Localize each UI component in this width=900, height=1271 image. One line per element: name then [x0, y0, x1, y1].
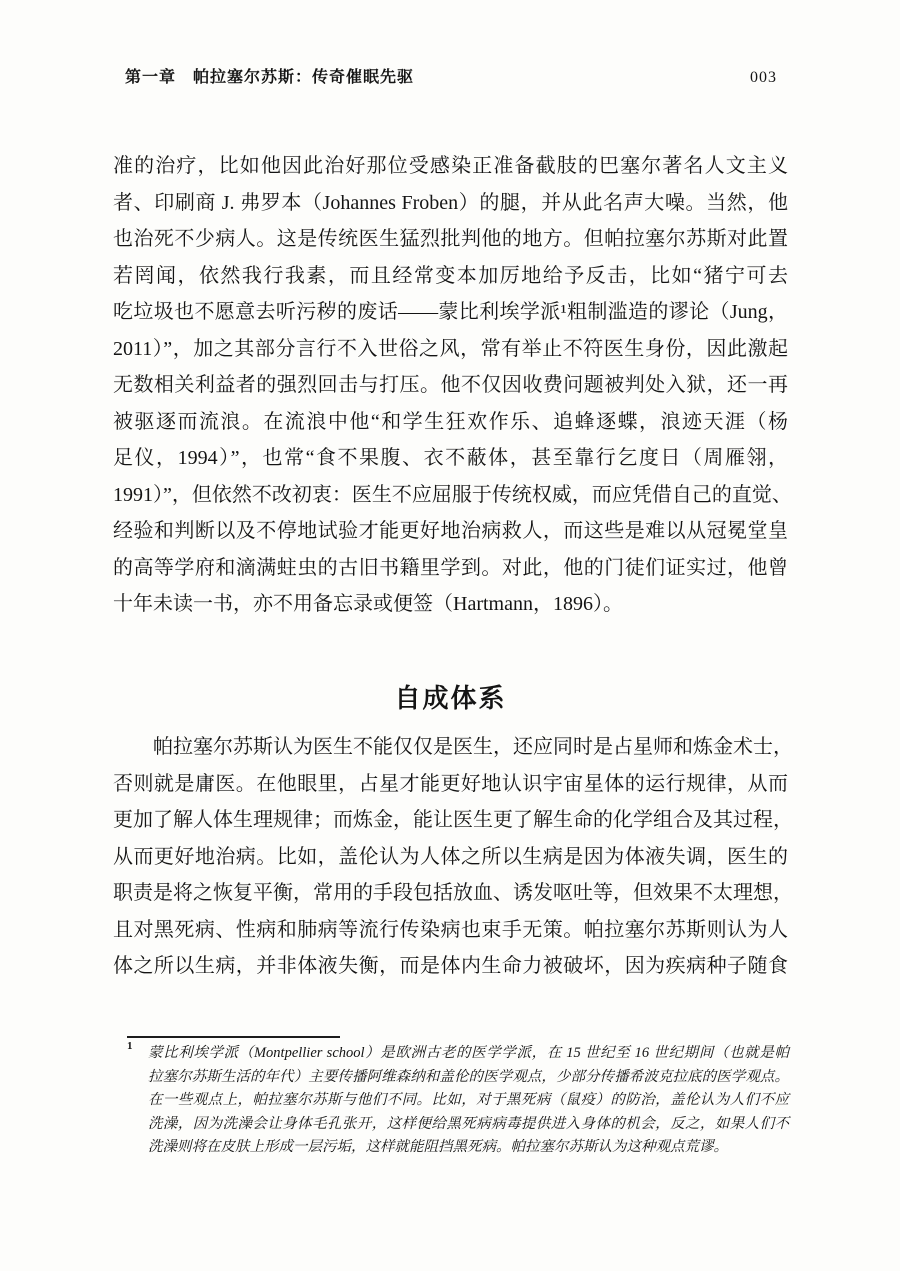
body-line: 1991）”，但依然不改初衷：医生不应屈服于传统权威，而应凭借自己的直觉、 [113, 483, 792, 506]
body-line: 的高等学府和滴满蛀虫的古旧书籍里学到。对此，他的门徒们证实过，他曾 [113, 556, 788, 579]
chapter-title: 第一章 帕拉塞尔苏斯：传奇催眠先驱 [125, 69, 415, 86]
body-line: 十年未读一书，亦不用备忘录或便签（Hartmann，1896）。 [113, 593, 623, 615]
body-line: 也治死不少病人。这是传统医生猛烈批判他的地方。但帕拉塞尔苏斯对此置 [113, 228, 788, 250]
body-line: 准的治疗，比如他因此治好那位受感染正准备截肢的巴塞尔著名人文主义 [113, 155, 788, 177]
body-line: 否则就是庸医。在他眼里，占星才能更好地认识宇宙星体的运行规律，从而 [113, 772, 788, 795]
body-line: 经验和判断以及不停地试验才能更好地治病救人，而这些是难以从冠冕堂皇 [113, 520, 788, 542]
body-line: 职责是将之恢复平衡，常用的手段包括放血、诱发呕吐等，但效果不太理想， [113, 882, 793, 904]
footnote-line: 在一些观点上，帕拉塞尔苏斯与他们不同。比如，对于黑死病（鼠疫）的防治，盖伦认为人们不应 [148, 1092, 789, 1108]
footnote-line: 洗澡则将在皮肤上形成一层污垢，这样就能阻挡黑死病。帕拉塞尔苏斯认为这种观点荒谬。 [148, 1139, 728, 1155]
footnote-body [127, 1042, 789, 1160]
footnote-line: 蒙比利埃学派（Montpellier school）是欧洲古老的医学学派，在 15 世纪至 16 世纪期间（也就是帕 [148, 1045, 789, 1061]
body-line: 者、印刷商 J. 弗罗本（Johannes Froben）的腿，并从此名声大噪。当然，他 [113, 191, 788, 214]
body-line: 2011）”，加之其部分言行不入世俗之风，常有举止不符医生身份，因此激起 [113, 337, 788, 360]
footnote-line: 洗澡，因为洗澡会让身体毛孔张开，这样便给黑死病病毒提供进入身体的机会，反之，如果人们不 [148, 1115, 789, 1132]
body-line: 足仪，1994）”，也常“食不果腹、衣不蔽体，甚至靠行乞度日（周雁翎， [113, 447, 788, 469]
body-line-with-footnote-ref: 吃垃圾也不愿意去听污秽的废话——蒙比利埃学派¹粗制滥造的谬论（Jung， [113, 301, 788, 323]
footnote [127, 1042, 789, 1160]
page-number: 003 [750, 69, 777, 86]
body-line: 且对黑死病、性病和肺病等流行传染病也束手无策。帕拉塞尔苏斯则认为人 [113, 918, 788, 941]
section-heading: 自成体系 [394, 682, 507, 713]
body-line: 被驱逐而流浪。在流浪中他“和学生狂欢作乐、追蜂逐蝶，浪迹天涯（杨 [113, 410, 788, 433]
paragraph-continuation [113, 148, 792, 623]
body-line: 更加了解人体生理规律；而炼金，能让医生更了解生命的化学组合及其过程， [113, 809, 793, 831]
body-line: 体之所以生病，并非体液失衡，而是体内生命力被破坏，因为疾病种子随食 [113, 955, 788, 977]
paragraph-section-body [113, 729, 793, 985]
running-header [125, 64, 777, 87]
footnote-marker: 1 [127, 1040, 133, 1052]
body-line: 帕拉塞尔苏斯认为医生不能仅仅是医生，还应同时是占星师和炼金术士， [153, 736, 793, 758]
body-line: 无数相关利益者的强烈回击与打压。他不仅因收费问题被判处入狱，还一再 [113, 374, 788, 396]
footnote-line: 拉塞尔苏斯生活的年代）主要传播阿维森纳和盖伦的医学观点，少部分传播希波克拉底的医学观点。 [148, 1068, 789, 1085]
footnote-separator [127, 1036, 340, 1038]
body-line: 从而更好地治病。比如，盖伦认为人体之所以生病是因为体液失调，医生的 [113, 845, 788, 868]
body-line: 若罔闻，依然我行我素，而且经常变本加厉地给予反击，比如“猪宁可去 [113, 264, 788, 287]
